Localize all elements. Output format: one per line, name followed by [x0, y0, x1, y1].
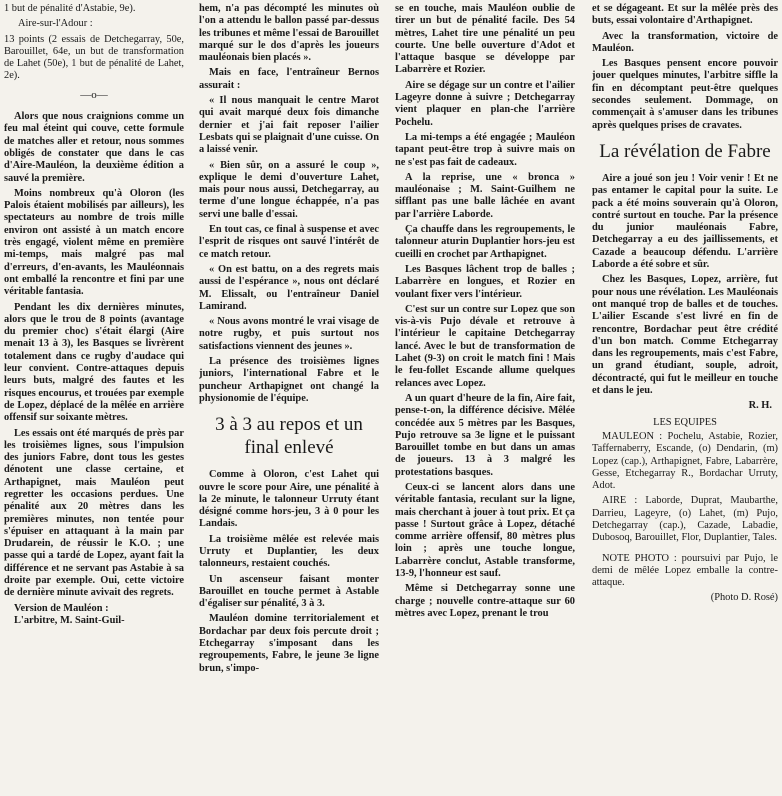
article-paragraph: Ceux-ci se lancent alors dans une véritable fantasia, reculant sur la ligne, mais cherchant à jouer à tout prix. Et ça passe ! Surtout grâce à Lopez, détaché comme arrière offensif, 80 mètres plus loin ; après une touche longue, Labarrère conclut, Astable transforme, 13-9, l'honneur est sauf.: [395, 481, 575, 580]
score-line: 1 but de pénalité d'Astabie, 9e).: [4, 3, 136, 14]
aire-score-detail: 13 points (2 essais de Detchegarray, 50e, Barouillet, 64e, un but de transformation de Lahet (50e), 1 but de pénalité de Lahet, 2e).: [4, 33, 184, 82]
article-paragraph: Les Basques pensent encore pouvoir jouer quelques minutes, l'arbitre siffle la fin en décomptant peut-être quelques secondes seulement. Dommage, on commençait à s'amuser dans les tribunes après quelques prises de cravates.: [592, 58, 778, 131]
article-paragraph: Même si Detchegarray sonne une charge ; nouvelle contre-attaque sur 60 mètres avec Lopez, prenant le trou: [395, 583, 575, 619]
article-paragraph: Alors que nous craignions comme un feu mal éteint qui couve, cette formule de matches aller et retour, nous sommes obligés de constater que dans le cas d'Aire-Mauléon, la deuxième édition a sauvé la première.: [4, 111, 184, 184]
author-signature: R. H.: [748, 400, 772, 412]
article-paragraph: Pendant les dix dernières minutes, alors que le trou de 8 points (avantage du premier choc) s'était élargi (Aire menait 13 à 3), les Basques se livrèrent totalement dans ce rugby d'audace qui leur convient. Contre-attaques depuis leurs buts, malgré des fautes et les risques encourus, et trouées par exemple de Lopez, déplacé de la mêlée en arrière offensif sur soixante mètres.: [4, 301, 184, 424]
article-paragraph: La présence des troisièmes lignes juniors, l'international Fabre et le puncheur Arthapignet ont changé la physionomie de l'équipe.: [199, 356, 379, 404]
column-1: [4, 3, 184, 795]
column-4: [592, 3, 778, 795]
article-paragraph: hem, n'a pas décompté les minutes où l'on a attendu le ballon passé par-dessus les tribunes et même l'essai de Barouillet marqué sur le dos d'après les joueurs mauléonais bien placés ».: [199, 3, 379, 64]
article-paragraph: Mauléon domine territorialement et Bordachar par deux fois percute droit ; Etchegarray s'imposant dans les regroupements, Fabre, le jeune 3e ligne brun, s'impo-: [199, 613, 379, 674]
article-paragraph: Avec la transformation, victoire de Mauléon.: [592, 30, 778, 54]
article-paragraph: Les Basques lâchent trop de balles ; Labarrère en longues, et Rozier en voulant fixer vers l'intérieur.: [395, 263, 575, 300]
section-headline: La révélation de Fabre: [599, 140, 771, 162]
teams-title: LES EQUIPES: [653, 416, 717, 428]
article-paragraph: Un ascenseur faisant monter Barouillet en touche permet à Astable d'égaliser sur pénalité, 3 à 3.: [199, 573, 379, 610]
article-paragraph: se en touche, mais Mauléon oublie de tirer un but de pénalité facile. Des 54 mètres, Lahet tire une pénalité un peu courte. Une belle ouverture d'Adot et l'attaque basque se développe par Labarrère et Rozier.: [395, 3, 575, 76]
article-paragraph: « On est battu, on a des regrets mais aussi de l'espérance », nous ont déclaré M. Elissalt, ou l'entraîneur Daniel Lamirand.: [199, 263, 379, 312]
article-paragraph: Comme à Oloron, c'est Lahet qui ouvre le score pour Aire, une pénalité à la 2e minute, le talonneur Urruty étant désigné comme hors-jeu, 3 à 0 pour les Landais.: [199, 469, 379, 530]
team-lineup: AIRE : Laborde, Duprat, Maubarthe, Darrieu, Lageyre, (o) Lahet, (m) Pujo, Detchegarray (cap.), Cazade, Labadie, Dubosoq, Barouillet, Flor, Duplantier, Tales.: [592, 495, 778, 544]
article-paragraph: L'arbitre, M. Saint-Guil-: [14, 614, 125, 626]
version-title: Version de Mauléon :: [14, 602, 109, 614]
article-paragraph: Les essais ont été marqués de près par les troisièmes lignes, sous l'impulsion des juniors Fabre, dont tous les gestes dénotent une classe certaine, et Arthapignet, mais Mauléon peut regretter les occasions perdues. Une pénalité aux 20 mètres dans les premières minutes, non tentée pour s'épuiser en attaquant à la main par Drudarein, de réussir le K.O. ; une passe qui a tardé de Lopez, ayant fait la différence et ne servant pas Astabie à sa droite par exemple. Oui, cette victoire de dernière minute avivait des regrets.: [4, 427, 184, 599]
column-2: [199, 3, 379, 795]
article-paragraph: Aire a joué son jeu ! Voir venir ! Et ne pas entamer le capital pour la suite. Le pack a été moins souverain qu'à Oloron, contré surtout en touche. Par la présence du junior mauléonais Fabre, Detchegarray a eu des jaillissements, et Cazade a beaucoup défendu. L'arrière Laborde a été sobre et sûr.: [592, 172, 778, 271]
article-paragraph: « Il nous manquait le centre Marot qui avait marqué deux fois dimanche dernier et j'ai fait reposer l'ailier Lesbats qui se plaignait d'une cuisse. On a laissé venir.: [199, 95, 379, 156]
article-paragraph: « Bien sûr, on a assuré le coup », explique le demi d'ouverture Lahet, mais pour nous aussi, Detchegarray, au terme d'une longue échappée, n'a pas servi une balle d'essai.: [199, 159, 379, 220]
aire-score-heading: Aire-sur-l'Adour :: [18, 18, 93, 30]
article-paragraph: La troisième mêlée est relevée mais Urruty et Duplantier, les deux talonneurs, restaient couchés.: [199, 533, 379, 570]
article-paragraph: A la reprise, une « bronca » mauléonaise ; M. Saint-Guilhem ne sifflant pas une balle lâchée en avant par l'arrière Laborde.: [395, 171, 575, 220]
separator: —o—: [80, 88, 108, 101]
article-paragraph: La mi-temps a été engagée ; Mauléon tapant peut-être trop à suivre mais on ne s'est pas fait de cadeaux.: [395, 131, 575, 168]
column-3: [395, 3, 575, 795]
article-paragraph: Moins nombreux qu'à Oloron (les Palois étaient mobilisés par ailleurs), les spectateurs au nombre de trois mille environ ont assisté à un match encore très engagé, violent même en première mi-temps, mais malgré pas mal d'erreurs, d'en-avants, les Mauléonnais ont emballé la rencontre et fini par une véritable fantasia.: [4, 187, 184, 298]
photo-credit: (Photo D. Rosé): [710, 592, 778, 604]
article-paragraph: Aire se dégage sur un contre et l'ailier Lageyre donne à suivre ; Detchegarray vient plaquer en plan-che l'arrière Pochelu.: [395, 79, 575, 128]
article-paragraph: Ça chauffe dans les regroupements, le talonneur aturin Duplantier hors-jeu est cueilli en crochet par Arthapignet.: [395, 224, 575, 260]
article-paragraph: C'est sur un contre sur Lopez que son vis-à-vis Pujo dévale et retrouve à l'intérieur le capitaine Detchegarray lancé. Avec le but de transformation de Lahet (9-3) on croit le match fini ! Mais le feu-follet Escande allume quelques relances avec Lopez.: [395, 303, 575, 389]
article-paragraph: En tout cas, ce final à suspense et avec l'esprit de risques ont sauvé l'intérêt de ce match retour.: [199, 224, 379, 260]
article-paragraph: Chez les Basques, Lopez, arrière, fut pour nous une révélation. Les Mauléonais ont manqué trop de balles et de touches. L'ailier Escande s'est livré en fin de rencontre, Bordachar peut être crédité d'un bon match. Comme Etchegarray dans les regroupements, mais c'est Fabre, un grand étudiant, souple, adroit, décontracté, qui fut le meilleur en touche et dans le jeu.: [592, 274, 778, 397]
article-paragraph: A un quart d'heure de la fin, Aire fait, pense-t-on, la différence décisive. Mêlée concédée aux 5 mètres par les Basques, Pujo retrouve sa 3e ligne et le puissant Barouillet tombe en but dans un amas de joueurs. 13 à 3 malgré les protestations basques.: [395, 392, 575, 478]
section-headline: 3 à 3 au repos et un final enlevé: [215, 414, 363, 459]
article-paragraph: et se dégageant. Et sur la mêlée près des buts, essai volontaire d'Arthapignet.: [592, 3, 778, 27]
team-lineup: MAULEON : Pochelu, Astabie, Rozier, Taffernaberry, Escande, (o) Dendarin, (m) Lopez (cap.), Arthapignet, Fabre, Labarrère, Gesse, Etchegarray R., Bordachar Urruty, Adot.: [592, 430, 778, 492]
article-paragraph: « Nous avons montré le vrai visage de notre rugby, et puis surtout nos satisfactions viennent des jeunes ».: [199, 316, 379, 352]
article-paragraph: Mais en face, l'entraîneur Bernos assurait :: [199, 67, 379, 91]
photo-caption: NOTE PHOTO : poursuivi par Pujo, le demi de mêlée Lopez emballe la contre-attaque.: [592, 552, 778, 589]
